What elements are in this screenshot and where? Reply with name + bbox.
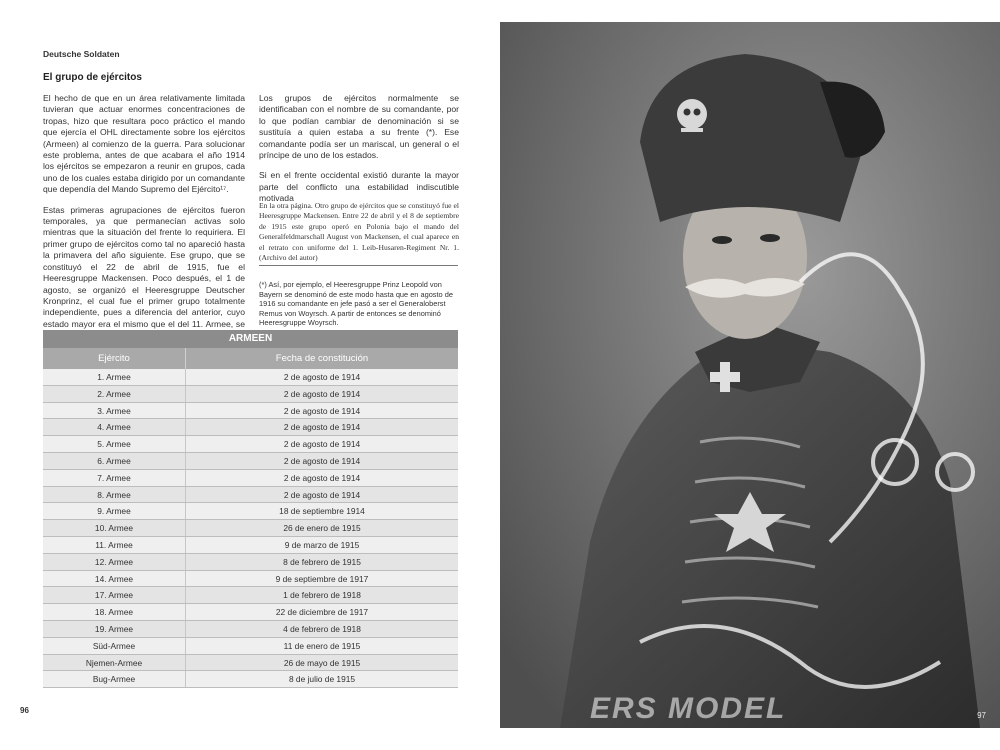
- watermark-text: ERS MODEL: [590, 692, 787, 725]
- cell-ejercito: 5. Armee: [43, 436, 186, 452]
- table-row: [43, 621, 458, 638]
- table-row: [43, 369, 458, 386]
- cell-fecha: 2 de agosto de 1914: [283, 388, 361, 399]
- table-row: [43, 419, 458, 436]
- cell-ejercito: 4. Armee: [43, 419, 186, 435]
- text-column-right: [259, 93, 459, 214]
- text-column-left: [43, 93, 245, 362]
- cell-ejercito: 12. Armee: [43, 554, 186, 570]
- section-title: El grupo de ejércitos: [43, 72, 142, 83]
- cell-ejercito: 7. Armee: [43, 470, 186, 486]
- running-header: Deutsche Soldaten: [43, 49, 120, 59]
- table-row: [43, 403, 458, 420]
- cell-fecha: 26 de enero de 1915: [283, 523, 361, 534]
- cell-fecha: 2 de agosto de 1914: [283, 455, 361, 466]
- cell-ejercito: 11. Armee: [43, 537, 186, 553]
- cell-fecha: 2 de agosto de 1914: [283, 405, 361, 416]
- page-number: 96: [20, 706, 29, 715]
- paragraph: Los grupos de ejércitos normalmente se identificaban con el nombre de su comandante, por lo que podían cambiar de denominación si se sustituía a quien estaba a su frente (*). Ese comandante podía ser un mariscal, un general o el príncipe de uno de los estados.: [259, 93, 459, 161]
- cell-ejercito: 17. Armee: [43, 587, 186, 603]
- page-number: 97: [977, 711, 986, 720]
- cell-ejercito: 14. Armee: [43, 571, 186, 587]
- table-row: [43, 671, 458, 688]
- column-header-fecha: Fecha de constitución: [275, 353, 369, 364]
- table-row: [43, 655, 458, 672]
- table-row: [43, 520, 458, 537]
- table-row: [43, 638, 458, 655]
- cell-ejercito: 10. Armee: [43, 520, 186, 536]
- cell-fecha: 9 de septiembre de 1917: [275, 573, 369, 584]
- table-row: [43, 537, 458, 554]
- column-header-ejercito: Ejército: [43, 348, 186, 369]
- cell-fecha: 2 de agosto de 1914: [283, 422, 361, 433]
- cell-fecha: 2 de agosto de 1914: [283, 439, 361, 450]
- table-row: [43, 453, 458, 470]
- cell-ejercito: Njemen-Armee: [43, 655, 186, 671]
- cell-fecha: 4 de febrero de 1918: [283, 623, 361, 634]
- paragraph: El hecho de que en un área relativamente limitada tuvieran que actuar enormes concentraciones de tropas, hizo que resultara poco práctico el mando que ejercía el OHL directamente sobre los ejércitos (Armeen) al comienzo de la guerra. Para solucionar este problema, antes de que acabara el año 1914 los ejércitos se empezaron a reunir en grupos, cada uno de los cuales estaba dirigido por un comandante que dependía del Mando Supremo del Ejército¹⁷.: [43, 93, 245, 195]
- table-row: [43, 487, 458, 504]
- table-header: [43, 348, 458, 369]
- table-row: [43, 436, 458, 453]
- divider: [259, 265, 458, 266]
- armeen-table: [43, 330, 458, 688]
- cell-fecha: 2 de agosto de 1914: [283, 472, 361, 483]
- cell-ejercito: 2. Armee: [43, 386, 186, 402]
- cell-fecha: 26 de mayo de 1915: [283, 657, 361, 668]
- paragraph: Si en el frente occidental existió durante la mayor parte del conflicto una estabilidad indiscutible motivada: [259, 170, 459, 204]
- table-row: [43, 587, 458, 604]
- footnote: (*) Así, por ejemplo, el Heeresgruppe Prinz Leopold von Bayern se denominó de este modo hasta que en agosto de 1916 su comandante en jefe pasó a ser el Generaloberst Remus von Woyrsch. A partir de entonces se denominó Heeresgruppe Woyrsch.: [259, 280, 453, 328]
- cell-fecha: 11 de enero de 1915: [283, 640, 361, 651]
- cell-fecha: 8 de febrero de 1915: [283, 556, 361, 567]
- cell-fecha: 9 de marzo de 1915: [284, 539, 360, 550]
- cell-ejercito: 9. Armee: [43, 503, 186, 519]
- table-row: [43, 554, 458, 571]
- table-row: [43, 470, 458, 487]
- cell-ejercito: 19. Armee: [43, 621, 186, 637]
- cell-ejercito: 3. Armee: [43, 403, 186, 419]
- portrait-illustration: [500, 22, 1000, 728]
- cell-ejercito: 18. Armee: [43, 604, 186, 620]
- table-row: [43, 571, 458, 588]
- cell-fecha: 8 de julio de 1915: [288, 674, 356, 685]
- cell-ejercito: Süd-Armee: [43, 638, 186, 654]
- cell-ejercito: 1. Armee: [43, 369, 186, 385]
- cell-fecha: 1 de febrero de 1918: [283, 590, 361, 601]
- table-row: [43, 503, 458, 520]
- table-title: ARMEEN: [43, 330, 458, 348]
- cell-ejercito: 8. Armee: [43, 487, 186, 503]
- photo-caption: En la otra página. Otro grupo de ejércitos que se constituyó fue el Heeresgruppe Mackensen. Entre 22 de abril y el 8 de septiembre de 1915 este grupo operó en Polonia bajo el mando del Generalfeldmarschall August von Mackensen, el cual aparece en el retrato con uniforme del 1. Leib-Husaren-Regiment Nr. 1. (Archivo del autor): [259, 201, 459, 263]
- portrait-photo: [500, 22, 1000, 728]
- cell-ejercito: Bug-Armee: [43, 671, 186, 687]
- cell-ejercito: 6. Armee: [43, 453, 186, 469]
- paragraph: Estas primeras agrupaciones de ejércitos fueron temporales, ya que permanecían activas solo mientras que la situación del frente lo requiriera. El primer grupo de ejércitos como tal no apareció hasta la primavera del año siguiente. Ese grupo, que se constituyó el 22 de abril de 1915, fue el Heeresgruppe Mackensen. Poco después, el 1 de agosto, se organizó el Heeresgruppe Deutscher Kronprinz, el cual fue el primer grupo totalmente independiente, pues a diferencia del anterior, cuyo estado mayor era el mismo que el del 11. Armee, se: [43, 204, 245, 329]
- table-row: [43, 386, 458, 403]
- cell-fecha: 2 de agosto de 1914: [283, 372, 361, 382]
- cell-fecha: 18 de septiembre 1914: [279, 506, 365, 517]
- cell-fecha: 22 de diciembre de 1917: [275, 607, 369, 618]
- table-row: [43, 604, 458, 621]
- table-body: [43, 369, 458, 688]
- cell-fecha: 2 de agosto de 1914: [283, 489, 361, 500]
